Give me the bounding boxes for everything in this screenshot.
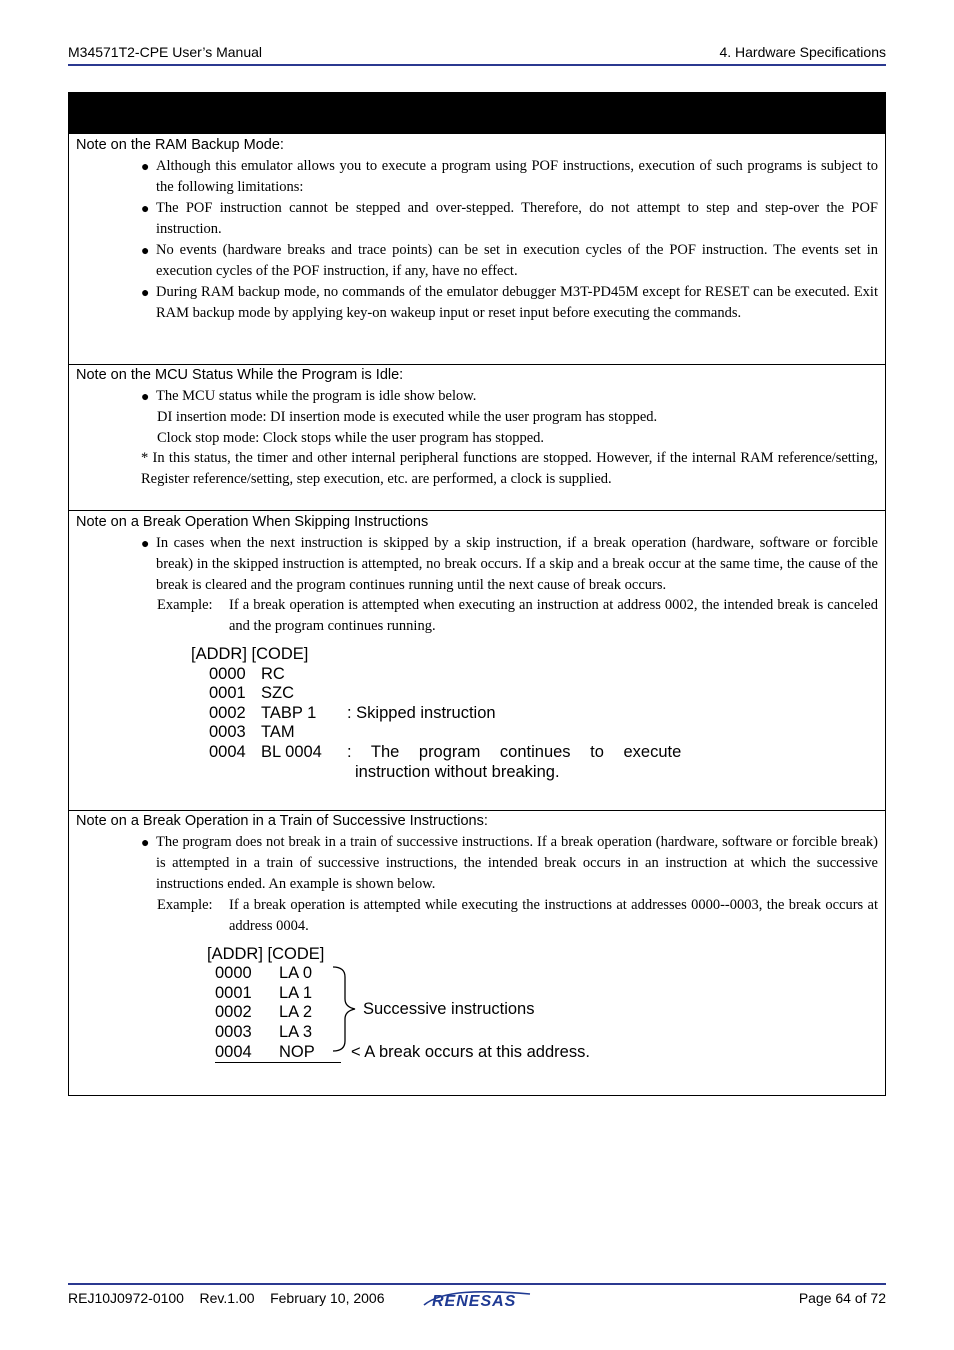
logo-text: RENESAS [432, 1293, 517, 1310]
ram-bullet-1: Although this emulator allows you to execute a program using POF instructions, execution of such programs is subject to the following limitations: [156, 158, 878, 195]
break-address-label: < A break occurs at this address. [351, 1043, 590, 1061]
code-addr: 0000 [215, 964, 252, 982]
nop-underline [215, 1062, 341, 1063]
bullet-icon: ● [141, 286, 150, 301]
renesas-logo-icon [422, 1288, 534, 1310]
code-addr: 0003 [215, 1023, 252, 1041]
code-comment-continued: instruction without breaking. [355, 763, 560, 781]
mcu-bullet-1: The MCU status while the program is idle show below. [156, 388, 477, 404]
train-example-text: If a break operation is attempted while executing the instructions at addresses 0000--0003, the break occurs at address 0004. [229, 897, 878, 934]
mcu-section-title: Note on the MCU Status While the Program is Idle: [76, 367, 404, 383]
code-instr: LA 1 [279, 984, 313, 1002]
table-title-bar [69, 93, 885, 134]
train-bullet-1: The program does not break in a train of successive instructions. If a break operation (hardware, software or forcible break) is attempted in a train of successive instructions, the intended break occurs in an instruction at which the successive instructions ended. An example is shown below. [156, 834, 878, 892]
code-instr: BL 0004 [261, 743, 322, 761]
code-addr: 0004 [209, 743, 246, 761]
train-code-header: [ADDR] [CODE] [207, 945, 325, 963]
mcu-note: * In this status, the timer and other internal peripheral functions are stopped. However, if the internal RAM reference/setting, Register reference/setting, step execution, etc. are performed, a clock is supplied. [141, 450, 878, 487]
code-instr: NOP [279, 1043, 315, 1061]
skip-code-header: [ADDR] [CODE] [191, 645, 309, 663]
header-rule [68, 64, 886, 66]
mcu-di-mode: DI insertion mode: DI insertion mode is executed while the user program has stopped. [157, 409, 658, 425]
code-instr: LA 3 [279, 1023, 313, 1041]
code-addr: 0002 [209, 704, 246, 722]
code-addr: 0002 [215, 1003, 252, 1021]
code-instr: TAM [261, 723, 295, 741]
bullet-icon: ● [141, 202, 150, 217]
code-addr: 0001 [215, 984, 252, 1002]
code-instr: SZC [261, 684, 294, 702]
bullet-icon: ● [141, 160, 150, 175]
skip-example-label: Example: [157, 597, 213, 613]
code-instr: TABP 1 [261, 704, 317, 722]
notes-table [68, 92, 886, 1096]
manual-title: M34571T2-CPE User’s Manual [68, 44, 263, 60]
ram-bullet-2: The POF instruction cannot be stepped and over-stepped. Therefore, do not attempt to step and step-over the POF instruction. [156, 200, 878, 237]
bullet-icon: ● [141, 244, 150, 259]
skip-section-title: Note on a Break Operation When Skipping Instructions [76, 514, 429, 530]
ram-bullet-4: During RAM backup mode, no commands of the emulator debugger M3T-PD45M except for RESET can be executed. Exit RAM backup mode by applying key-on wakeup input or reset input before executing the commands. [156, 284, 878, 321]
mcu-clock-stop: Clock stop mode: Clock stops while the user program has stopped. [157, 430, 545, 446]
skip-example-text: If a break operation is attempted when executing an instruction at address 0002, the intended break is canceled and the program continues running. [229, 597, 878, 634]
skip-bullet-1: In cases when the next instruction is skipped by a skip instruction, if a break operation (hardware, software or forcible break) in the skipped instruction is attempted, no break occurs. If a skip and a break occur at the same time, the cause of the break is cleared and the program continues running until the next cause of break occurs. [156, 535, 878, 593]
document-id: REJ10J0972-0100 Rev.1.00 February 10, 2006 [68, 1290, 385, 1306]
section-divider [69, 810, 885, 811]
bullet-icon: ● [141, 390, 150, 405]
bullet-icon: ● [141, 537, 150, 552]
chapter-title: 4. Hardware Specifications [719, 44, 886, 60]
ram-bullet-3: No events (hardware breaks and trace points) can be set in execution cycles of the POF instruction. The events set in execution cycles of the POF instruction, if any, have no effect. [156, 242, 878, 279]
code-comment: : Skipped instruction [347, 704, 496, 722]
page-header [68, 44, 886, 62]
ram-section-title: Note on the RAM Backup Mode: [76, 137, 284, 153]
code-addr: 0003 [209, 723, 246, 741]
train-example-label: Example: [157, 897, 213, 913]
code-comment: : The program continues to execute [347, 743, 682, 761]
code-instr: RC [261, 665, 285, 683]
footer-rule [68, 1283, 886, 1285]
train-section-title: Note on a Break Operation in a Train of Successive Instructions: [76, 813, 488, 829]
bullet-icon: ● [141, 836, 150, 851]
code-addr: 0004 [215, 1043, 252, 1061]
code-instr: LA 0 [279, 964, 313, 982]
section-divider [69, 510, 885, 511]
page-number: Page 64 of 72 [798, 1290, 886, 1306]
brace-label: Successive instructions [363, 1000, 535, 1018]
code-addr: 0001 [209, 684, 246, 702]
code-addr: 0000 [209, 665, 246, 683]
page-footer [68, 1290, 886, 1310]
section-divider [69, 364, 885, 365]
code-instr: LA 2 [279, 1003, 313, 1021]
